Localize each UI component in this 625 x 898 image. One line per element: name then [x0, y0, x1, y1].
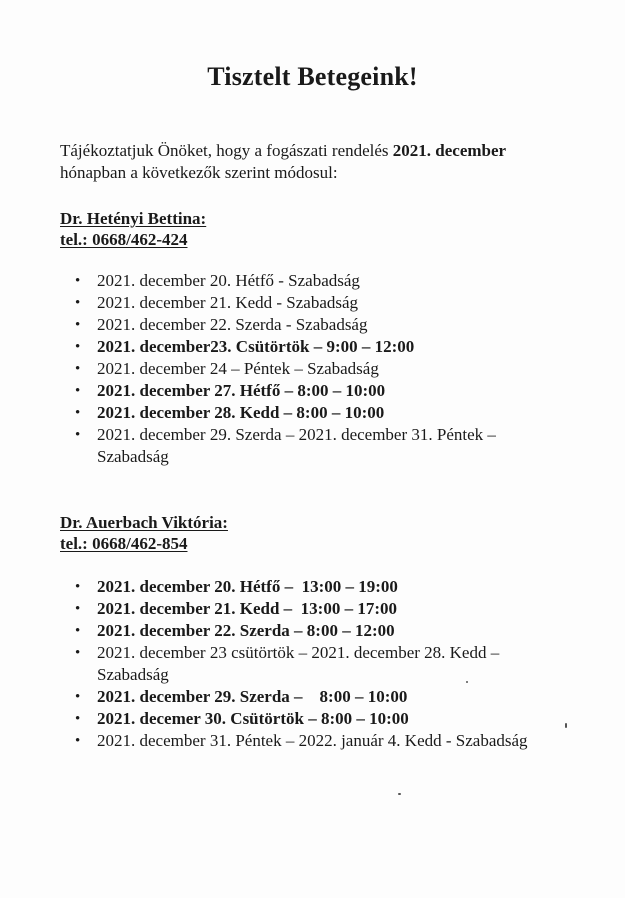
schedule-item: • 2021. december 21. Kedd - Szabadság: [75, 293, 359, 312]
bullet-icon: •: [75, 623, 81, 639]
schedule-item: • 2021. december 23 csütörtök – 2021. december 28. Kedd – Szabadság: [75, 643, 500, 684]
schedule-item: • 2021. december 21. Kedd – 13:00 – 17:00: [75, 599, 397, 618]
bullet-icon: •: [75, 689, 81, 705]
schedule-list-hetenyi: [60, 270, 560, 468]
schedule-item: • 2021. december23. Csütörtök – 9:00 – 12:00: [75, 337, 415, 356]
intro-month: 2021. december: [392, 141, 507, 160]
intro-text-end: hónapban a következők szerint módosul:: [60, 163, 338, 182]
bullet-icon: •: [75, 711, 81, 727]
bullet-icon: •: [75, 579, 81, 595]
schedule-list-auerbach: [60, 576, 560, 752]
doctor-phone: tel.: 0668/462-424: [60, 230, 188, 249]
intro-text-start: Tájékoztatjuk Önöket, hogy a fogászati rendelés: [60, 141, 393, 160]
bullet-icon: •: [75, 383, 81, 399]
schedule-item: • 2021. december 29. Szerda – 2021. december 31. Péntek – Szabadság: [75, 425, 496, 466]
doctor-phone: tel.: 0668/462-854: [60, 534, 188, 553]
schedule-item: • 2021. december 20. Hétfő - Szabadság: [75, 271, 360, 290]
schedule-item: • 2021. december 22. Szerda – 8:00 – 12:00: [75, 621, 395, 640]
schedule-item: • 2021. december 28. Kedd – 8:00 – 10:00: [75, 403, 385, 422]
bullet-icon: •: [75, 427, 81, 443]
scan-speck: [398, 793, 401, 795]
schedule-item: • 2021. decemer 30. Csütörtök – 8:00 – 10:00: [75, 709, 409, 728]
doctor-name: Dr. Auerbach Viktória:: [60, 513, 228, 532]
schedule-item: • 2021. december 24 – Péntek – Szabadság: [75, 359, 379, 378]
schedule-item: • 2021. december 29. Szerda – 8:00 – 10:00: [75, 687, 408, 706]
schedule-item: • 2021. december 22. Szerda - Szabadság: [75, 315, 368, 334]
doctor-header-hetenyi: [60, 208, 206, 250]
bullet-icon: •: [75, 339, 81, 355]
intro-paragraph: [60, 140, 580, 184]
bullet-icon: •: [75, 273, 81, 289]
schedule-item: • 2021. december 20. Hétfő – 13:00 – 19:00: [75, 577, 398, 596]
bullet-icon: •: [75, 295, 81, 311]
bullet-icon: •: [75, 405, 81, 421]
bullet-icon: •: [75, 361, 81, 377]
doctor-name: Dr. Hetényi Bettina:: [60, 209, 207, 228]
bullet-icon: •: [75, 601, 81, 617]
bullet-icon: •: [75, 733, 81, 749]
schedule-item: • 2021. december 27. Hétfő – 8:00 – 10:00: [75, 381, 386, 400]
doctor-header-auerbach: [60, 512, 228, 554]
bullet-icon: •: [75, 645, 81, 661]
schedule-item: • 2021. december 31. Péntek – 2022. január 4. Kedd - Szabadság: [75, 731, 528, 750]
bullet-icon: •: [75, 317, 81, 333]
scan-speck: [466, 681, 468, 683]
scan-speck: [565, 723, 567, 728]
page-title: Tisztelt Betegeink!: [207, 62, 418, 91]
